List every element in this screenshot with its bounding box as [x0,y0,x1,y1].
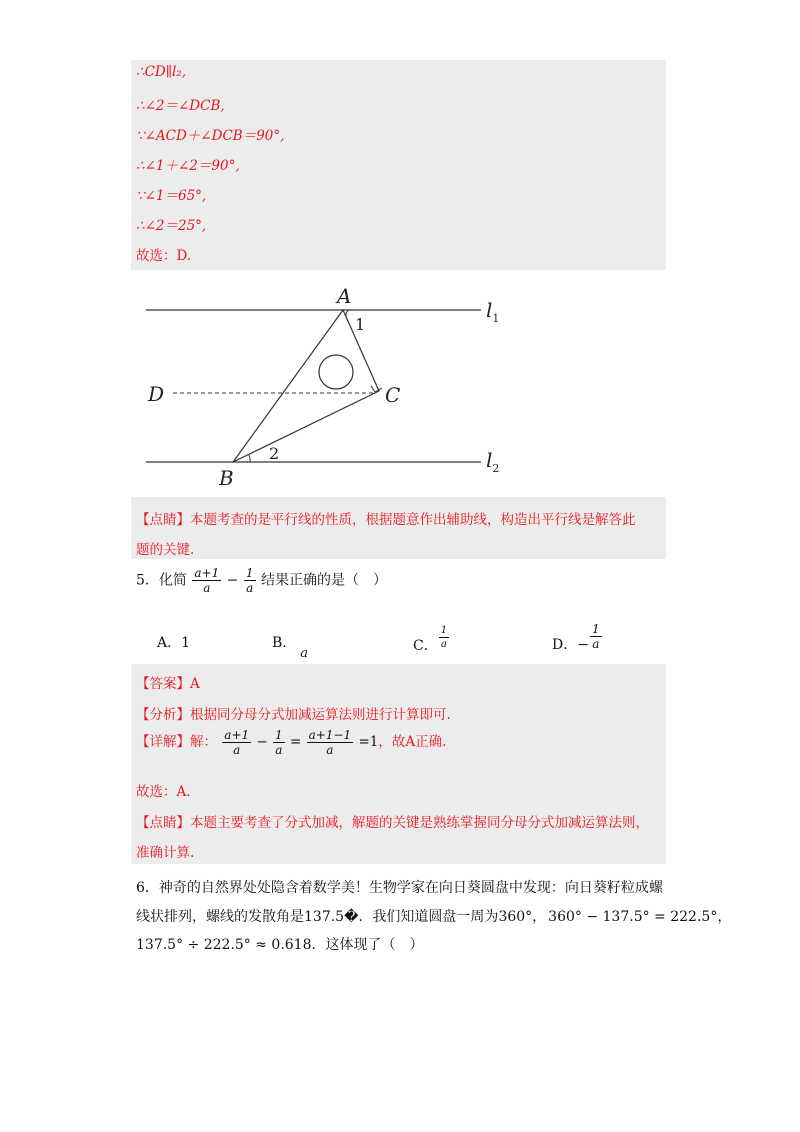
option-c: C． $\frac{1}{a}$ [413,625,448,654]
label-angle2: 2 [269,444,280,463]
label-l2: $l_2$ [486,448,500,475]
comment-line-2: 题的关键. [136,542,195,558]
q5-tail: 结果正确的是（ ） [260,572,387,589]
geometry-figure [131,275,523,490]
solution-line: 故选：D. [136,248,192,264]
label-b: B [219,466,234,490]
q5-number: 5．化简 [136,572,187,589]
comment-line-1 [136,508,636,528]
comment-line-2: 准确计算. [136,845,195,861]
minus-sign: − [226,572,239,589]
q5-answer-block [131,664,666,864]
choose-line: 故选：A. [136,784,191,800]
solution-line: ∴∠2＝∠DCB, [136,98,225,114]
q6-line-1: 6．神奇的自然界处处隐含着数学美！生物学家在向日葵圆盘中发现：向日葵籽粒成螺 [136,880,663,896]
solution-line: ∴∠2＝25°, [136,218,207,234]
label-a: A [337,284,352,308]
fraction: $\frac{a+1}{a}$ [194,566,220,595]
solution-line: ∴∠1＋∠2＝90°, [136,158,240,174]
comment-text: 本题考查的是平行线的性质，根据题意作出辅助线，构造出平行线是解答此 [190,512,636,528]
option-b: B．a [272,635,309,661]
option-a: A．1 [157,635,191,651]
solution-line: ∵∠ACD＋∠DCB＝90°, [136,128,285,144]
label-angle1: 1 [355,315,366,334]
q6-line-2: 线状排列，螺线的发散角是137.5�．我们知道圆盘一周为360°， 360° − 137.5° = 222.5°， [136,909,732,925]
solution-line: ∴CD∥l₂, [136,64,186,80]
detail-line: 【详解】解： $\frac{a+1}{a}$ − $\frac{1}{a}$ = $\frac{a+1-1}{a}$ =1，故A正确. [136,728,447,757]
comment-line-1: 【点睛】本题主要考查了分式加减，解题的关键是熟练掌握同分母分式加减运算法则， [136,815,649,831]
fraction: $\frac{1}{a}$ [245,566,254,595]
comment-block [131,497,666,559]
solution-line: ∵∠1＝65°, [136,188,207,204]
comment-tag: 【点睛】 [136,512,190,528]
option-d: D．− $\frac{1}{a}$ [552,622,600,653]
analysis-line: 【分析】根据同分母分式加减运算法则进行计算即可. [136,707,451,723]
label-d: D [148,382,165,406]
answer-line: 【答案】A [136,676,200,692]
q6-line-3: 137.5° ÷ 222.5° ≈ 0.618．这体现了（ ） [136,937,424,953]
q5-stem [136,566,387,595]
label-l1: $l_1$ [486,298,500,325]
label-c: C [385,383,401,407]
